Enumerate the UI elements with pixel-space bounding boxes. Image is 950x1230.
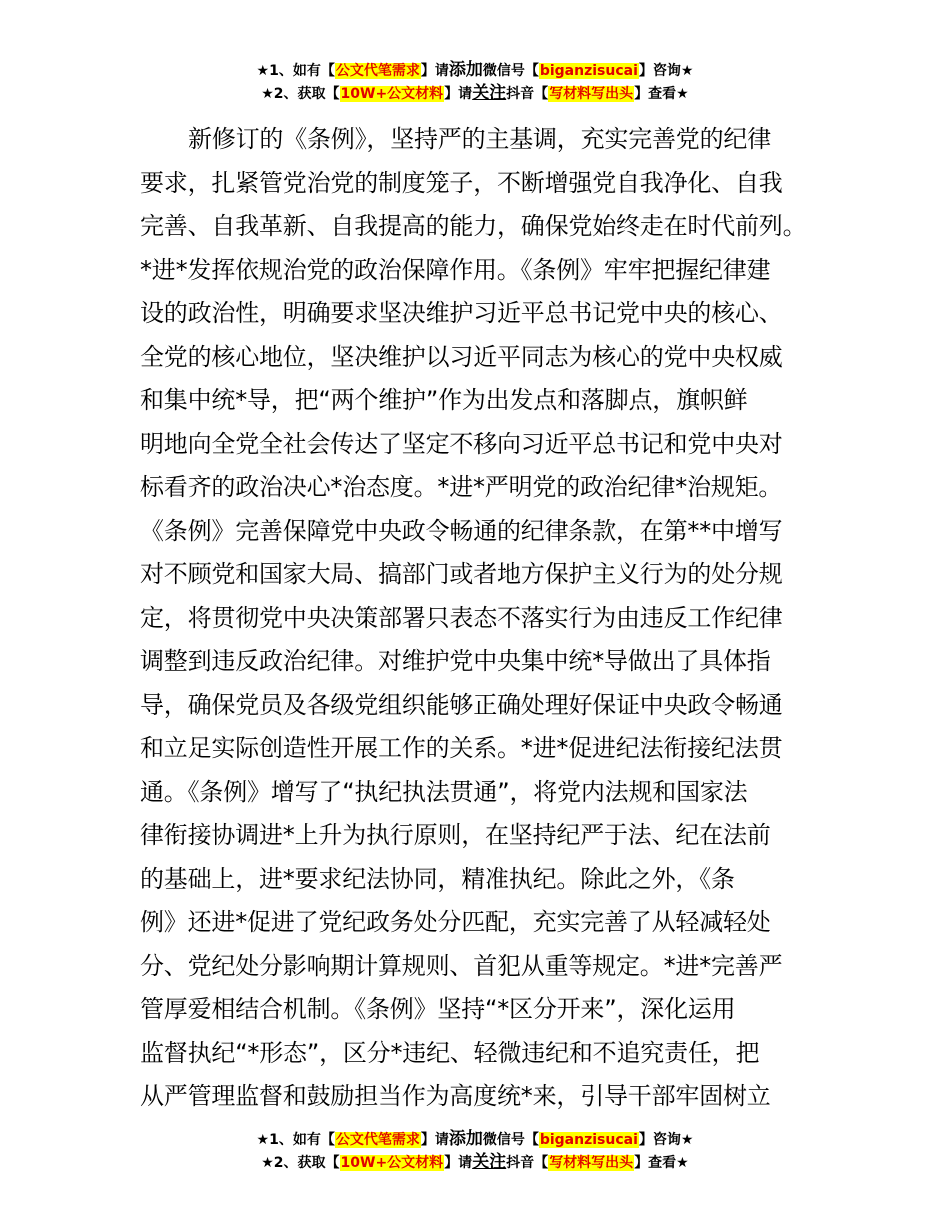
body-line: 明地向全党全社会传达了坚定不移向习近平总书记和党中央对	[140, 429, 783, 458]
banner-emphasis: 关注	[472, 1152, 507, 1172]
banner-highlight: 10W+公文材料	[340, 86, 444, 102]
banner-text: ★2、获取【	[261, 1155, 340, 1171]
body-line: 的基础上，进*要求纪法协同，精准执纪。除此之外，《条	[140, 864, 735, 893]
document-body	[140, 118, 816, 1119]
body-line: 全党的核心地位，坚决维护以习近平同志为核心的党中央权威	[140, 342, 783, 371]
body-line: *进*发挥依规治党的政治保障作用。《条例》牢牢把握纪律建	[140, 255, 771, 284]
banner-text: ★1、如有【	[256, 1132, 335, 1148]
body-line: 分、党纪处分影响期计算规则、首犯从重等规定。*进*完善严	[140, 951, 783, 980]
banner-line-2	[0, 82, 950, 105]
banner-text: 微信号【	[482, 63, 539, 79]
banner-line-2	[0, 1151, 950, 1174]
body-line: 调整到违反政治纪律。对维护党中央集中统*导做出了具体指	[140, 647, 771, 675]
body-line: 要求，扎紧管党治党的制度笼子，不断增强党自我净化、自我	[140, 168, 783, 197]
banner-text: ★1、如有【	[256, 63, 335, 79]
banner-text: 】查看★	[634, 86, 689, 102]
body-line: 律衔接协调进*上升为执行原则，在坚持纪严于法、纪在法前	[140, 821, 771, 849]
body-line: 通。《条例》增写了“执纪执法贯通”，将党内法规和国家法	[140, 777, 748, 806]
banner-text: 微信号【	[482, 1132, 539, 1148]
body-line: 新修订的《条例》，坚持严的主基调，充实完善党的纪律	[188, 125, 771, 153]
banner-highlight: 写材料写出头	[549, 86, 634, 102]
banner-text: 】请	[444, 86, 473, 102]
body-line: 《条例》完善保障党中央政令畅通的纪律条款，在第**中增写	[140, 516, 783, 545]
body-line: 完善、自我革新、自我提高的能力，确保党始终走在时代前列。	[140, 212, 807, 240]
body-line: 和集中统*导，把“两个维护”作为出发点和落脚点，旗帜鲜	[140, 386, 748, 414]
body-line: 对不顾党和国家大局、搞部门或者地方保护主义行为的处分规	[140, 560, 783, 588]
body-line: 监督执纪“*形态”，区分*违纪、轻微违纪和不追究责任，把	[140, 1038, 760, 1067]
body-line: 和立足实际创造性开展工作的关系。*进*促进纪法衔接纪法贯	[140, 734, 783, 762]
banner-highlight: biganzisucai	[539, 63, 638, 79]
banner-highlight: biganzisucai	[539, 1132, 638, 1148]
body-line: 导，确保党员及各级党组织能够正确处理好保证中央政令畅通	[140, 690, 783, 719]
body-line: 标看齐的政治决心*治态度。*进*严明党的政治纪律*治规矩。	[140, 473, 783, 501]
banner-text: 】请	[420, 63, 449, 79]
banner-highlight: 公文代笔需求	[335, 1132, 420, 1148]
banner-text: 抖音【	[506, 86, 549, 102]
body-line: 例》还进*促进了党纪政务处分匹配，充实完善了从轻减轻处	[140, 908, 771, 936]
body-line: 设的政治性，明确要求坚决维护习近平总书记党中央的核心、	[140, 299, 783, 327]
banner-highlight: 公文代笔需求	[335, 63, 420, 79]
banner-text: ★2、获取【	[261, 86, 340, 102]
banner-highlight: 10W+公文材料	[340, 1155, 444, 1171]
banner-highlight: 写材料写出头	[549, 1155, 634, 1171]
banner-line-1	[0, 59, 950, 82]
header-banner	[0, 59, 950, 105]
banner-text: 】请	[420, 1132, 449, 1148]
banner-emphasis: 关注	[472, 83, 507, 103]
banner-text: 】查看★	[634, 1155, 689, 1171]
body-line: 从严管理监督和鼓励担当作为高度统*来，引导干部牢固树立	[140, 1082, 771, 1110]
banner-text: 】请	[444, 1155, 473, 1171]
footer-banner	[0, 1128, 950, 1174]
body-line: 管厚爱相结合机制。《条例》坚持“*区分开来”，深化运用	[140, 995, 736, 1023]
banner-text: 】咨询★	[638, 63, 694, 79]
banner-text: 】咨询★	[638, 1132, 694, 1148]
banner-emphasis: 添加	[448, 1129, 483, 1149]
banner-line-1	[0, 1128, 950, 1151]
banner-text: 抖音【	[506, 1155, 549, 1171]
banner-emphasis: 添加	[448, 60, 483, 80]
body-line: 定，将贯彻党中央决策部署只表态不落实行为由违反工作纪律	[140, 603, 783, 632]
